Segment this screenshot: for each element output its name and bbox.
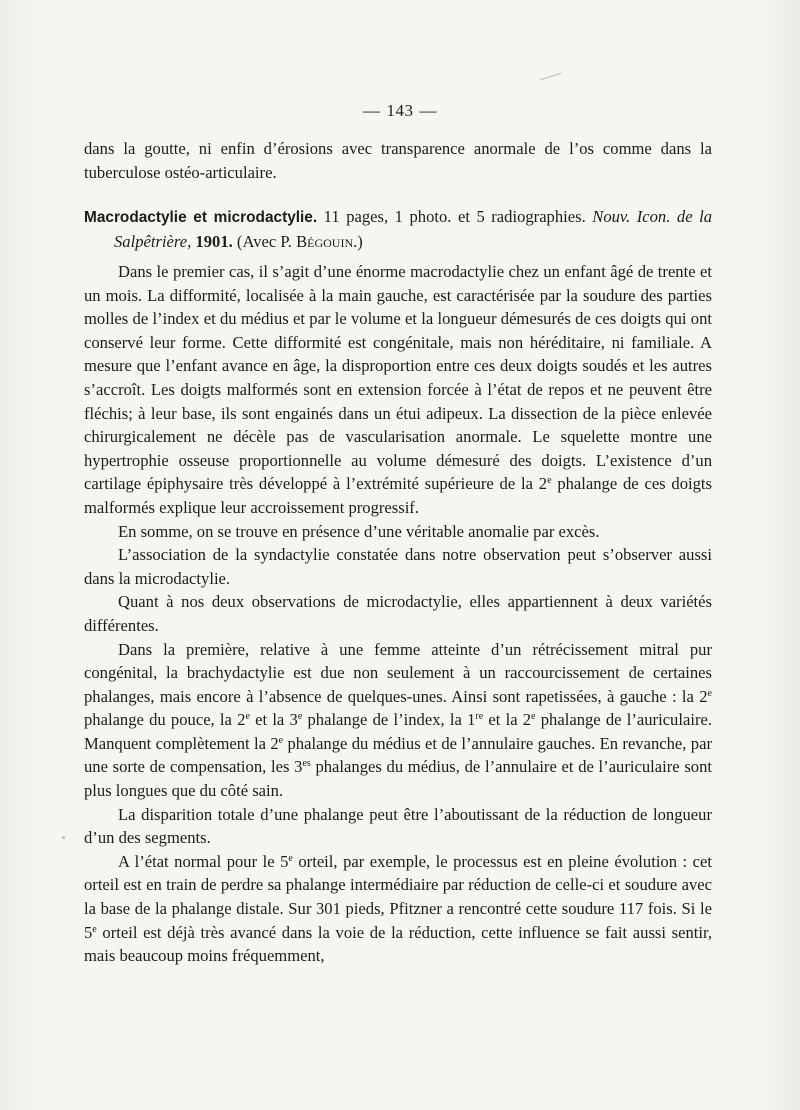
- ordinal-superscript: e: [92, 923, 97, 935]
- paragraph-observations: Quant à nos deux observations de microdactylie, elles appartiennent à deux variétés différentes.: [84, 592, 712, 635]
- page-number-dash-left: —: [363, 101, 381, 120]
- ordinal-number: 3: [289, 710, 298, 730]
- ordinal-number: 2: [699, 686, 708, 706]
- text-run: et la: [249, 710, 290, 730]
- intro-paragraph-block: [84, 137, 712, 184]
- ordinal-number: 5: [280, 851, 289, 871]
- page-number: [0, 101, 800, 121]
- ordinal-number: 2: [538, 474, 548, 494]
- intro-paragraph: dans la goutte, ni enfin d’érosions avec transparence anormale de l’os comme dans la tuberculose ostéo-articulaire.: [84, 139, 712, 182]
- reference-coauthor-prefix: (Avec P.: [232, 231, 297, 251]
- ordinal-superscript: e: [297, 711, 303, 723]
- ordinal-superscript: e: [278, 734, 284, 746]
- paragraph-association: L’association de la syndactylie constatée dans notre observation peut s’observer aussi dans la microdactylie.: [84, 545, 712, 588]
- ordinal-number: 5: [84, 922, 93, 942]
- text-run: phalange du médius et de l’annulaire gauches. En revanche, par une sorte de compensation, les: [84, 733, 712, 777]
- ordinal-superscript: re: [475, 711, 484, 723]
- text-run: orteil, par exemple, le processus est en pleine évolution : cet orteil est en train de perdre sa phalange intermédiaire par réduction de celle-ci et soudure avec la base de la phalange distale. Sur 301 pieds, Pfitzner a rencontré cette soudure 117 fois. Si le: [84, 851, 713, 919]
- ordinal-number: 2: [237, 710, 246, 730]
- reference-entry: [84, 205, 712, 253]
- article-body: [84, 260, 712, 968]
- reference-details: 11 pages, 1 photo. et 5 radiographies.: [317, 207, 593, 226]
- paragraph-orteil: [84, 850, 712, 968]
- ordinal-superscript: e: [531, 711, 536, 723]
- ordinal-superscript: e: [245, 711, 250, 723]
- ordinal-number: 1: [467, 710, 476, 730]
- reference-title: Macrodactylie et microdactylie.: [84, 209, 318, 226]
- text-run: phalange du pouce, la: [84, 710, 238, 730]
- ordinal-superscript: e: [288, 852, 293, 864]
- paragraph-disparition: La disparition totale d’une phalange peut être l’aboutissant de la réduction de longueur d’un des segments.: [84, 804, 712, 848]
- paragraph-macrodactylie-text: Dans le premier cas, il s’agit d’une énorme macrodactylie chez un enfant âgé de trente et un mois. La difformité, localisée à la main gauche, est caractérisée par la soudure des parties molles de l’index et du médius et par le volume et la longueur démesurés de ces doigts qui ont conservé leur forme. Cette difformité est congénitale, mais non héréditaire, ni familiale. A mesure que l’enfant avance en âge, la disproportion entre ces deux doigts soudés et les autres s’accroît. Les doigts malformés sont en extension forcée à l’état de repos et ne peuvent être fléchis; à leur base, ils sont engainés dans un étui adipeux. La dissection de la pièce enlevée chirurgicalement ne décèle pas de vascularisation anormale. Le squelette montre une hypertrophie osseuse proportionnelle au volume démesuré des doigts. L’existence d’un cartilage épiphysaire très développé à l’extrémité supérieure de la: [84, 262, 712, 494]
- ordinal-number: 2: [270, 733, 279, 753]
- text-run: Dans la première, relative à une femme atteinte d’un rétrécissement mitral pur congénital, la brachydactylie est due non seulement à un raccourcissement de certaines phalanges, mais encore à l’absence de quelques-unes. Ainsi sont rapetissées, à gauche : la: [84, 639, 712, 706]
- text-run: phalange de l’index, la: [302, 710, 468, 730]
- paragraph-en-somme: En somme, on se trouve en présence d’une véritable anomalie par excès.: [118, 521, 600, 541]
- ordinal-number: 3: [294, 757, 303, 777]
- text-run: phalange de l’auriculaire. Manquent complètement la: [84, 710, 712, 753]
- reference-coauthor: Bégouin: [296, 231, 354, 251]
- text-run: A l’état normal pour le: [118, 851, 281, 871]
- page-number-value: 143: [386, 101, 414, 120]
- ordinal-number: 2: [522, 710, 532, 730]
- paper-speck: [62, 836, 65, 839]
- text-run: et la: [483, 710, 523, 730]
- ordinal-superscript: es: [302, 758, 311, 770]
- text-run: orteil est déjà très avancé dans la voie de la réduction, cette influence se fait aussi sentir, mais beaucoup moins fréquemment,: [84, 922, 712, 966]
- reference-year: 1901.: [195, 231, 233, 251]
- ordinal-superscript: e: [547, 475, 552, 487]
- paragraph-brachydactylie: [84, 638, 712, 803]
- paper-speck: [540, 73, 561, 81]
- reference-journal: Nouv. Icon. de la Salpêtrière,: [114, 207, 712, 251]
- paragraph-macrodactylie: [84, 260, 712, 520]
- paragraph-macrodactylie-end: phalange de ces doigts malformés explique leur accroissement progressif.: [84, 474, 713, 517]
- text-run: phalanges du médius, de l’annulaire et de l’auriculaire sont plus longues que du côté sain.: [84, 757, 712, 801]
- bibliographic-reference: [84, 205, 712, 253]
- reference-coauthor-suffix: .): [353, 231, 363, 251]
- ordinal-superscript: e: [707, 687, 712, 699]
- page-number-dash-right: —: [419, 101, 437, 120]
